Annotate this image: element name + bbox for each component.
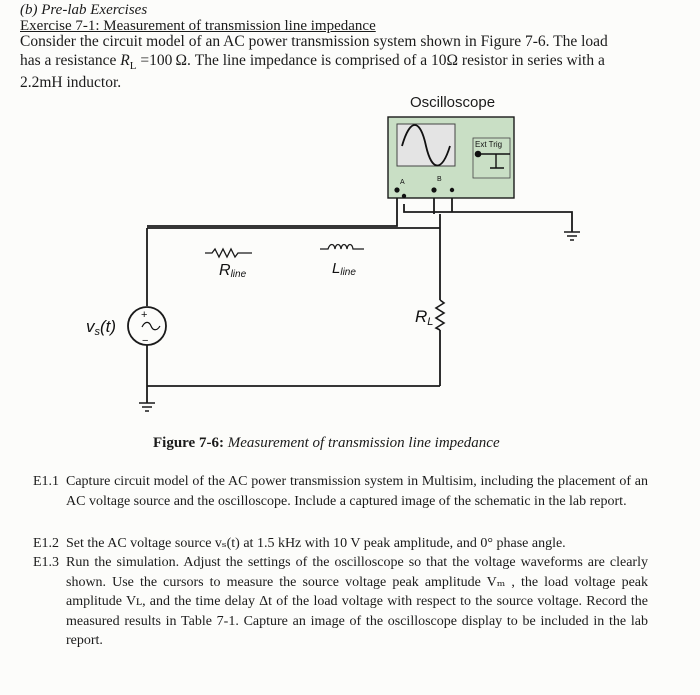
intro-text-a: has a resistance xyxy=(20,52,121,69)
minus-sign: − xyxy=(142,335,149,347)
rline-resistor-icon xyxy=(205,249,252,257)
channel-b-ground-icon[interactable] xyxy=(450,188,454,192)
step-e1-3 xyxy=(33,553,648,651)
lline-inductor-icon xyxy=(320,245,364,250)
step-number: E1.1 xyxy=(33,474,60,489)
intro-line-3: 2.2mH inductor. xyxy=(20,74,122,91)
step-text: Set the AC voltage source vₛ(t) at 1.5 kHz with 10 V peak amplitude, and 0° phase angle. xyxy=(66,536,566,551)
rl-label: RL xyxy=(415,307,434,328)
channel-b-label: B xyxy=(437,176,442,183)
source-label: vs(t) xyxy=(86,317,117,338)
section-title: (b) Pre-lab Exercises xyxy=(20,2,148,18)
channel-b-terminal-icon[interactable] xyxy=(431,187,436,192)
caption-label: Figure 7-6: xyxy=(153,435,224,451)
ground-icon-right xyxy=(564,232,580,240)
step-e1-1 xyxy=(33,472,648,511)
rl-symbol: $R_L$ xyxy=(120,52,137,72)
step-text: Capture circuit model of the AC power transmission system in Multisim, including the placement of an AC voltage source and the oscilloscope. Include a captured image of the schematic in the lab report. xyxy=(66,474,648,509)
lline-label: Lline xyxy=(332,260,356,278)
channel-a-label: A xyxy=(400,179,405,186)
probe-a-wire xyxy=(147,190,397,226)
exercise-title: Exercise 7-1: Measurement of transmission line impedance xyxy=(20,18,376,34)
ground-icon-left xyxy=(139,403,155,411)
rline-label: Rline xyxy=(219,262,247,280)
caption-text: Measurement of transmission line impedance xyxy=(223,435,500,451)
plus-sign: + xyxy=(141,309,148,321)
rl-resistor-icon xyxy=(436,300,444,330)
step-number: E1.2 xyxy=(33,536,60,551)
intro-line-1: Consider the circuit model of an AC power transmission system shown in Figure 7-6. The load xyxy=(20,33,608,50)
channel-a-ground-icon[interactable] xyxy=(402,194,406,198)
intro-text-b: =100 Ω. The line impedance is comprised of a 10Ω resistor in series with a xyxy=(136,52,605,69)
step-text: Run the simulation. Adjust the settings of the oscilloscope so that the voltage waveforms are clearly shown. Use the cursors to measure the source voltage peak amplitude Vₘ , the load voltage peak amplitude Vʟ, and the time delay Δt of the load voltage with respect to the source voltage. Record the measured results in Table 7-1. Capture an image of the oscilloscope display to be included in the lab report. xyxy=(66,555,648,649)
step-number: E1.3 xyxy=(33,555,60,570)
oscilloscope-title: Oscilloscope xyxy=(410,94,496,111)
figure-caption xyxy=(153,436,500,451)
channel-a-terminal-icon[interactable] xyxy=(394,187,399,192)
step-e1-2 xyxy=(33,534,648,554)
ext-trig-label: Ext Trig xyxy=(475,140,503,149)
